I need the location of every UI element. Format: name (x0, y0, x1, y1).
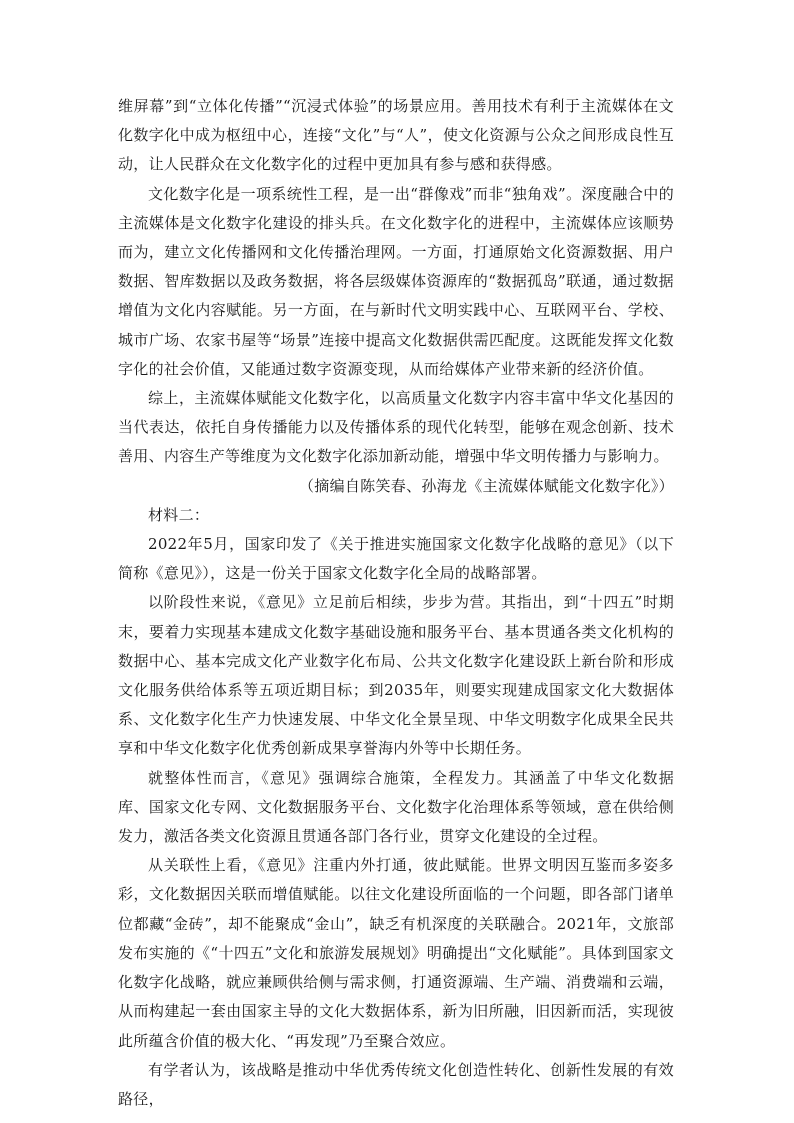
material2-paragraph-3: 就整体性而言，《意见》强调综合施策，全程发力。其涵盖了中华文化数据库、国家文化专网、文化数据服务平台、文化数字化治理体系等领域，意在供给侧发力，激活各类文化资源且贯通各部门各行业，贯穿文化建设的全过程。 (118, 768, 674, 846)
material2-paragraph-5: 有学者认为，该战略是推动中华优秀传统文化创造性转化、创新性发展的有效路径， (118, 1060, 674, 1108)
paragraph-3: 综上，主流媒体赋能文化数字化，以高质量文化数字内容丰富中华文化基因的当代表达，依托自身传播能力以及传播体系的现代化转型，能够在观念创新、技术善用、内容生产等维度为文化数字化添加新动能，增强中华文明传播力与影响力。 (118, 389, 674, 466)
material2-paragraph-1: 2022年5月，国家印发了《关于推进实施国家文化数字化战略的意见》（以下简称《意见》），这是一份关于国家文化数字化全局的战略部署。 (118, 535, 674, 583)
paragraph-1: 维屏幕”到“立体化传播”“沉浸式体验”的场景应用。善用技术有利于主流媒体在文化数字化中成为枢纽中心，连接“文化”与“人”，使文化资源与公众之间形成良性互动，让人民群众在文化数字化的过程中更加具有参与感和获得感。 (118, 97, 674, 174)
document-page (118, 92, 674, 1114)
material2-paragraph-2: 以阶段性来说，《意见》立足前后相续，步步为营。其指出，到“十四五”时期末，要着力实现基本建成文化数字基础设施和服务平台、基本贯通各类文化机构的数据中心、基本完成文化产业数字化布局、公共文化数字化建设跃上新台阶和形成文化服务供给体系等五项近期目标；到2035年，则要实现建成国家文化大数据体系、文化数字化生产力快速发展、中华文化全景呈现、中华文明数字化成果全民共享和中华文化数字化优秀创新成果享誉海内外等中长期任务。 (118, 593, 674, 758)
source-citation: （摘编自陈笑春、孙海龙《主流媒体赋能文化数字化》） (298, 476, 674, 495)
paragraph-2: 文化数字化是一项系统性工程，是一出“群像戏”而非“独角戏”。深度融合中的主流媒体是文化数字化建设的排头兵。在文化数字化的进程中，主流媒体应该顺势而为，建立文化传播网和文化传播治理网。一方面，打通原始文化资源数据、用户数据、智库数据以及政务数据，将各层级媒体资源库的“数据孤岛”联通，通过数据增值为文化内容赋能。另一方面，在与新时代文明实践中心、互联网平台、学校、城市广场、农家书屋等“场景”连接中提高文化数据供需匹配度。这既能发挥文化数字化的社会价值，又能通过数字资源变现，从而给媒体产业带来新的经济价值。 (118, 184, 674, 378)
material2-paragraph-4: 从关联性上看，《意见》注重内外打通，彼此赋能。世界文明因互鉴而多姿多彩，文化数据因关联而增值赋能。以往文化建设所面临的一个问题，即各部门诸单位都藏“金砖”，却不能聚成“金山”，缺乏有机深度的关联融合。2021年，文旅部发布实施的《“十四五”文化和旅游发展规划》明确提出“文化赋能”。具体到国家文化数字化战略，就应兼顾供给侧与需求侧，打通资源端、生产端、消费端和云端，从而构建起一套由国家主导的文化大数据体系，新为旧所融，旧因新而活，实现彼此所蕴含价值的极大化、“再发现”乃至聚合效应。 (118, 856, 674, 1050)
material-heading: 材料二： (148, 505, 210, 524)
